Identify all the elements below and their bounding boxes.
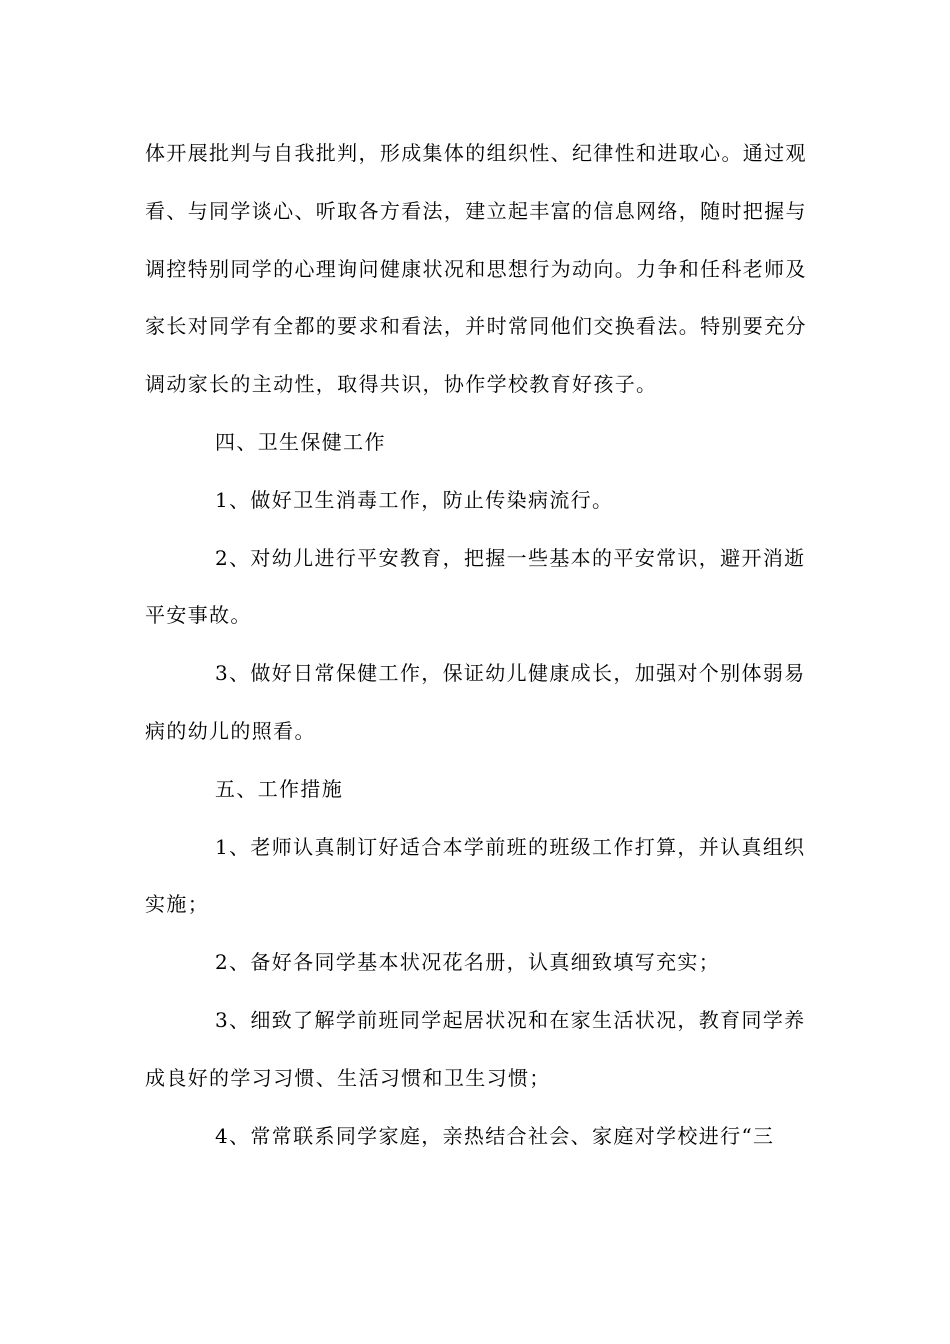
section-heading-work-measures: 五、工作措施: [215, 776, 344, 801]
list-item-health-1: 1、做好卫生消毒工作，防止传染病流行。: [215, 487, 614, 512]
section-heading-health-care: 四、卫生保健工作: [215, 429, 386, 454]
list-item-measure-4: 4、常常联系同学家庭，亲热结合社会、家庭对学校进行“三: [215, 1123, 775, 1148]
paragraph-continuation: 体开展批判与自我批判，形成集体的组织性、纪律性和进取心。通过观看、与同学谈心、听取各方看法，建立起丰富的信息网络，随时把握与调控特别同学的心理询问健康状况和思想行为动向。力争和任科老师及家长对同学有全都的要求和看法，并时常同他们交换看法。特别要充分调动家长的主动性，取得共识，协作学校教育好孩子。: [145, 141, 807, 397]
list-item-measure-1: 1、老师认真制订好适合本学前班的班级工作打算，并认真组织实施；: [145, 834, 806, 917]
document-body: [145, 125, 820, 1165]
list-item-health-3: 3、做好日常保健工作，保证幼儿健康成长，加强对个别体弱易病的幼儿的照看。: [145, 661, 806, 743]
list-item-measure-3: 3、细致了解学前班同学起居状况和在家生活状况，教育同学养成良好的学习习惯、生活习惯和卫生习惯；: [145, 1007, 806, 1090]
list-item-measure-2: 2、备好各同学基本状况花名册，认真细致填写充实；: [215, 950, 721, 975]
list-item-health-2: 2、对幼儿进行平安教育，把握一些基本的平安常识，避开消逝平安事故。: [145, 545, 806, 628]
